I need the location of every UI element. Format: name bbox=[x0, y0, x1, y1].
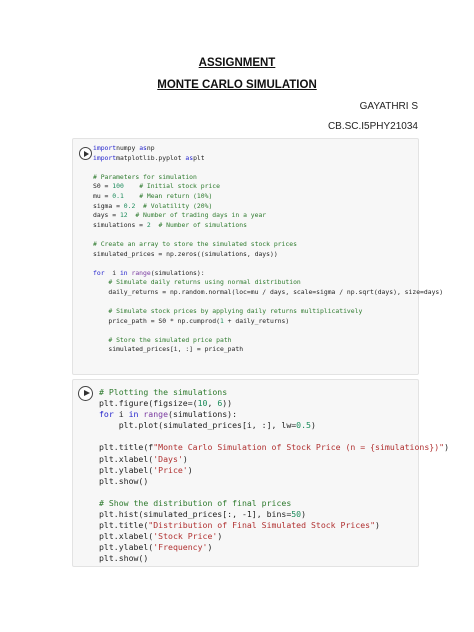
code-token: 10 bbox=[197, 398, 208, 409]
code-token: import bbox=[93, 153, 117, 162]
code-token: i bbox=[104, 268, 120, 277]
code-token: as bbox=[185, 153, 194, 162]
code-token bbox=[135, 202, 143, 210]
code-line bbox=[93, 259, 443, 269]
code-token: # Parameters for simulation bbox=[93, 172, 197, 181]
code-line bbox=[99, 442, 449, 453]
code-token: ) bbox=[375, 520, 380, 531]
code-token: 50 bbox=[291, 509, 302, 520]
run-play-icon[interactable] bbox=[78, 386, 93, 401]
code-token: 'Price' bbox=[153, 464, 188, 475]
code-line bbox=[93, 144, 443, 154]
code-line bbox=[93, 288, 443, 298]
code-line bbox=[99, 431, 449, 442]
code-line bbox=[93, 202, 443, 212]
code-token: plt.ylabel( bbox=[99, 542, 154, 553]
code-token: 100 bbox=[112, 182, 124, 191]
code-line bbox=[93, 269, 443, 279]
document-title: ASSIGNMENT bbox=[198, 57, 276, 69]
code-line bbox=[99, 553, 449, 564]
code-token: plt.title(f bbox=[99, 442, 154, 453]
code-token: # Volatility (20%) bbox=[143, 201, 213, 210]
code-token: plt.plot(simulated_prices[i, :], lw= bbox=[99, 420, 297, 431]
code-token: 1 bbox=[219, 316, 224, 325]
code-token: # Plotting the simulations bbox=[99, 387, 228, 397]
code-token: plt.xlabel( bbox=[99, 453, 154, 464]
code-token: S0 = bbox=[93, 182, 113, 191]
code-line bbox=[99, 398, 449, 409]
run-play-icon[interactable] bbox=[79, 147, 92, 160]
code-token: in bbox=[119, 268, 128, 277]
code-token: np bbox=[146, 144, 155, 152]
code-token: 'Stock Price' bbox=[153, 531, 218, 542]
code-line bbox=[99, 542, 449, 553]
code-line bbox=[93, 182, 443, 192]
code-token: numpy bbox=[116, 144, 140, 152]
code-token: ) bbox=[182, 453, 188, 464]
code-token: ) bbox=[444, 442, 450, 453]
code-token: "Distribution of Final Simulated Stock Prices" bbox=[148, 520, 376, 531]
code-token: import bbox=[93, 144, 117, 152]
code-token: matplotlib.pyplot bbox=[116, 153, 186, 162]
code-token: daily_returns = np.random.normal(loc=mu / days, scale=sigma / np.sqrt(days), size=days) bbox=[93, 287, 444, 296]
code-token: ) bbox=[207, 542, 213, 553]
code-line bbox=[99, 465, 449, 476]
code-token: plt.ylabel( bbox=[99, 464, 154, 475]
code-line bbox=[99, 454, 449, 465]
code-line bbox=[93, 240, 443, 250]
code-token: range bbox=[138, 409, 169, 420]
code-line bbox=[93, 230, 443, 240]
code-token: simulated_prices = np.zeros((simulations, days)) bbox=[93, 249, 278, 258]
code-token: # Simulate daily returns using normal distribution bbox=[108, 278, 301, 287]
code-line bbox=[93, 298, 443, 308]
code-token: 0.2 bbox=[123, 201, 136, 210]
code-token: 6 bbox=[217, 398, 223, 409]
code-token: # Simulate stock prices by applying daily returns multiplicatively bbox=[108, 307, 363, 316]
code-token bbox=[124, 182, 139, 190]
code-line bbox=[93, 336, 443, 346]
code-line bbox=[93, 278, 443, 288]
code-token: mu = bbox=[93, 191, 113, 200]
code-line bbox=[99, 420, 449, 431]
code-token: 0.1 bbox=[112, 191, 124, 200]
code-line bbox=[93, 250, 443, 260]
code-token: as bbox=[139, 144, 147, 152]
code-token: # Create an array to store the simulated stock prices bbox=[93, 239, 297, 248]
code-token bbox=[93, 278, 108, 286]
code-token: in bbox=[128, 409, 139, 420]
code-line bbox=[93, 163, 443, 173]
code-cell-simulation[interactable] bbox=[72, 138, 444, 375]
code-token: plt.xlabel( bbox=[99, 531, 154, 542]
code-token: plt.hist(simulated_prices[:, -1], bins= bbox=[99, 509, 292, 520]
code-token bbox=[93, 307, 108, 315]
code-line bbox=[99, 387, 449, 398]
code-token: ) bbox=[301, 509, 307, 520]
code-token: (simulations): bbox=[168, 409, 238, 420]
code-token: for bbox=[99, 409, 114, 420]
code-line bbox=[99, 509, 449, 520]
code-token: range bbox=[127, 268, 151, 277]
code-token: 'Frequency' bbox=[153, 542, 208, 553]
code-block[interactable] bbox=[99, 387, 449, 565]
code-line bbox=[93, 307, 443, 317]
code-token: plt.show() bbox=[99, 475, 149, 486]
code-line bbox=[93, 326, 443, 336]
code-token: # Store the simulated price path bbox=[108, 335, 232, 344]
code-token: ) bbox=[310, 420, 316, 431]
code-token: # Number of trading days in a year bbox=[135, 211, 267, 220]
code-token: + daily_returns) bbox=[223, 316, 290, 325]
code-token: 'Days' bbox=[153, 453, 183, 464]
code-token: plt.show() bbox=[99, 553, 149, 564]
code-line bbox=[93, 173, 443, 183]
code-line bbox=[93, 345, 443, 355]
code-line bbox=[99, 409, 449, 420]
code-token: simulated_prices[i, :] = price_path bbox=[93, 345, 244, 354]
code-line bbox=[93, 154, 443, 164]
code-line bbox=[93, 317, 443, 327]
code-line bbox=[93, 192, 443, 202]
code-token bbox=[93, 336, 108, 344]
code-token: )) bbox=[222, 398, 233, 409]
code-token: i bbox=[113, 409, 129, 420]
code-token: plt.figure(figsize=( bbox=[99, 398, 198, 409]
code-token: 2 bbox=[146, 220, 151, 229]
code-token: "Monte Carlo Simulation of Stock Price (n = {simulations})" bbox=[153, 442, 445, 453]
code-line bbox=[99, 531, 449, 542]
code-line bbox=[93, 221, 443, 231]
code-token: , bbox=[207, 398, 218, 409]
code-cell-plotting[interactable] bbox=[72, 379, 450, 567]
code-token: days = bbox=[93, 211, 120, 220]
code-token: (simulations): bbox=[150, 268, 205, 277]
code-token: # Show the distribution of final prices bbox=[99, 497, 292, 508]
code-line bbox=[99, 520, 449, 531]
code-token: # Initial stock price bbox=[139, 182, 220, 191]
code-line bbox=[93, 211, 443, 221]
code-line bbox=[99, 476, 449, 487]
code-line bbox=[99, 487, 449, 498]
code-token: ) bbox=[187, 464, 193, 475]
code-token: 12 bbox=[119, 211, 128, 220]
author-roll-number: CB.SC.I5PHY21034 bbox=[327, 121, 418, 132]
code-token: # Mean return (10%) bbox=[139, 191, 213, 200]
code-token: # Number of simulations bbox=[158, 220, 247, 229]
code-block[interactable] bbox=[93, 144, 443, 355]
code-token: 0.5 bbox=[296, 420, 311, 431]
document-subtitle: MONTE CARLO SIMULATION bbox=[157, 79, 317, 91]
code-token: for bbox=[93, 268, 105, 277]
code-line bbox=[99, 498, 449, 509]
code-token bbox=[124, 192, 139, 200]
code-token: sigma = bbox=[93, 201, 124, 210]
author-name: GAYATHRI S bbox=[359, 101, 418, 112]
code-token: plt bbox=[193, 153, 205, 162]
code-token: plt.title( bbox=[99, 520, 149, 531]
code-token: price_path = S0 * np.cumprod( bbox=[93, 316, 220, 325]
code-token: ) bbox=[217, 531, 223, 542]
code-token: simulations = bbox=[93, 220, 147, 229]
